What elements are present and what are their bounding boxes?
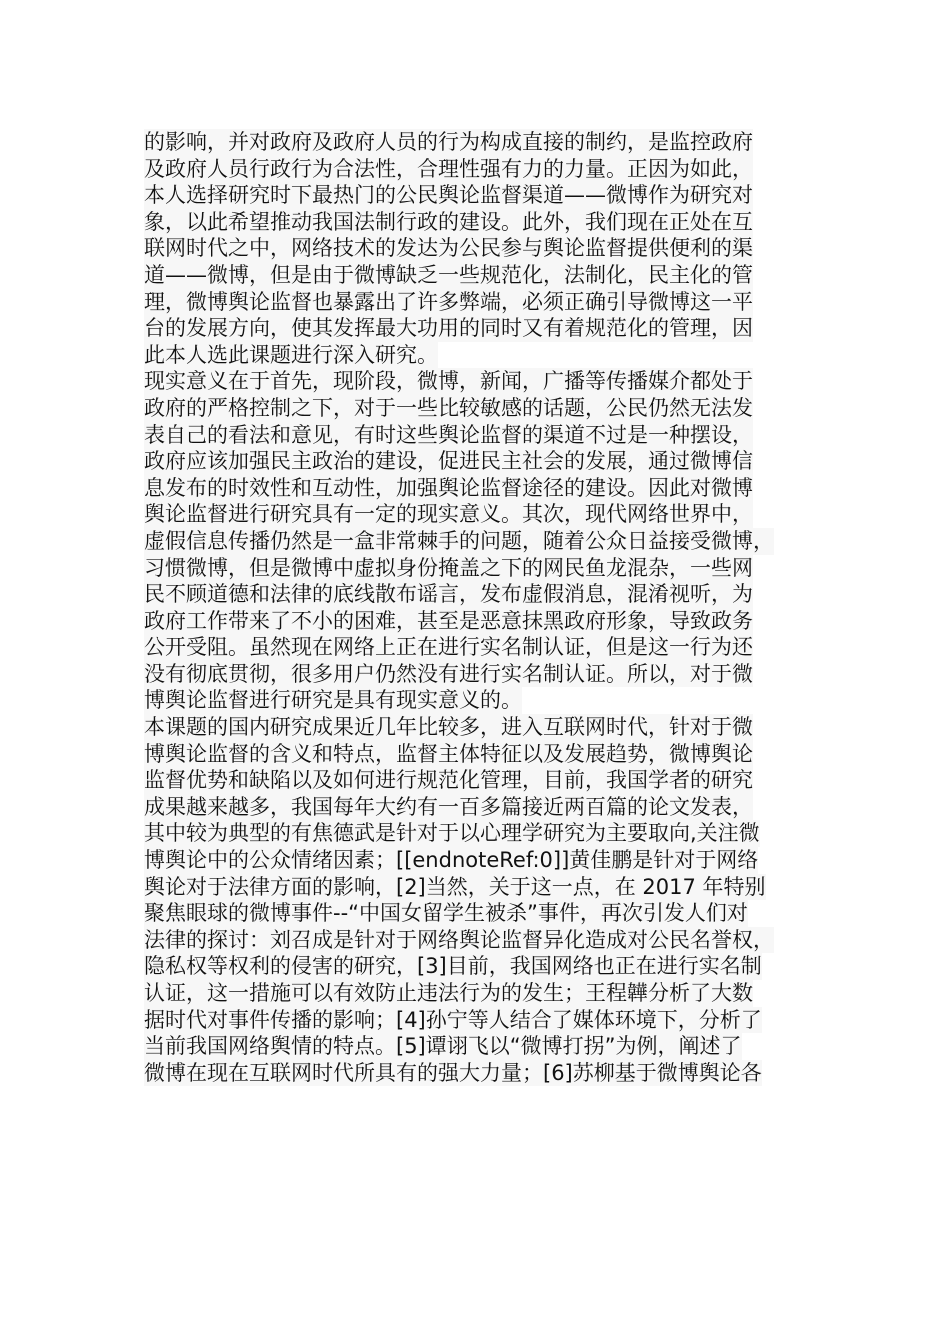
text-line-content: 认证，这一措施可以有效防止违法行为的发生；王程韡分析了大数: [144, 981, 753, 1005]
text-line-content: 博舆论中的公众情绪因素；[[endnoteRef:0]]黄佳鹏是针对于网络: [144, 848, 759, 873]
text-line-content: 据时代对事件传播的影响；[4]孙宁等人结合了媒体环境下，分析了: [144, 1007, 762, 1032]
text-line: [144, 980, 824, 1007]
text-line-content: 没有彻底贯彻，很多用户仍然没有进行实名制认证。所以，对于微: [144, 661, 753, 686]
text-line-content: 舆论对于法律方面的影响，[2]当然，关于这一点，在 2017 年特别: [144, 874, 766, 899]
text-line: [144, 874, 824, 901]
text-line: [144, 927, 824, 954]
text-line: [144, 475, 824, 502]
text-line-content: 博舆论监督进行研究是具有现实意义的。: [144, 688, 522, 713]
text-line-content: 现实意义在于首先，现阶段，微博，新闻，广播等传播媒介都处于: [144, 369, 753, 394]
text-line-content: 的影响，并对政府及政府人员的行为构成直接的制约，是监控政府: [144, 130, 753, 154]
text-line-content: 监督优势和缺陷以及如何进行规范化管理，目前，我国学者的研究: [144, 768, 753, 793]
text-line: [144, 608, 824, 635]
text-line: [144, 1007, 824, 1034]
text-line-content: 成果越来越多，我国每年大约有一百多篇接近两百篇的论文发表，: [144, 794, 753, 819]
text-line-content: 民不顾道德和法律的底线散布谣言，发布虚假消息，混淆视听，为: [144, 582, 753, 607]
text-line-content: 习惯微博，但是微博中虚拟身份掩盖之下的网民鱼龙混杂，一些网: [144, 555, 753, 580]
text-line: [144, 687, 824, 714]
text-line-content: 本课题的国内研究成果近几年比较多，进入互联网时代，针对于微: [144, 715, 753, 740]
text-line-content: 隐私权等权利的侵害的研究，[3]目前，我国网络也正在进行实名制: [144, 954, 762, 979]
text-line-content: 表自己的看法和意见，有时这些舆论监督的渠道不过是一种摆设，: [144, 422, 753, 447]
text-line-content: 联网时代之中，网络技术的发达为公民参与舆论监督提供便利的渠: [144, 236, 753, 261]
text-line: [144, 156, 824, 183]
text-line: [144, 714, 824, 741]
text-line: [144, 847, 824, 874]
text-line-content: 此本人选此课题进行深入研究。: [144, 342, 438, 367]
text-line: [144, 794, 824, 821]
text-line-content: 博舆论监督的含义和特点，监督主体特征以及发展趋势，微博舆论: [144, 741, 753, 766]
text-line: [144, 315, 824, 342]
text-line: [144, 555, 824, 582]
text-line: [144, 820, 824, 847]
text-line: [144, 501, 824, 528]
text-line-content: 政府的严格控制之下，对于一些比较敏感的话题，公民仍然无法发: [144, 395, 753, 420]
text-line: [144, 422, 824, 449]
body-text: [144, 129, 824, 1086]
text-line-content: 当前我国网络舆情的特点。[5]谭诩飞以“微博打拐”为例，阐述了: [144, 1034, 742, 1059]
text-line: [144, 182, 824, 209]
text-line: [144, 209, 824, 236]
text-line: [144, 235, 824, 262]
text-line-content: 政府应该加强民主政治的建设，促进民主社会的发展，通过微博信: [144, 449, 753, 474]
text-line-content: 公开受阻。虽然现在网络上正在进行实名制认证，但是这一行为还: [144, 635, 753, 660]
text-line-content: 虚假信息传播仍然是一盒非常棘手的问题，随着公众日益接受微博，: [144, 528, 774, 553]
text-line: [144, 900, 824, 927]
text-line: [144, 262, 824, 289]
text-line-content: 其中较为典型的有焦德武是针对于以心理学研究为主要取向,关注微: [144, 821, 760, 846]
text-line-content: 道——微博，但是由于微博缺乏一些规范化，法制化，民主化的管: [144, 262, 753, 287]
text-line-content: 舆论监督进行研究具有一定的现实意义。其次，现代网络世界中，: [144, 502, 753, 527]
text-line-content: 微博在现在互联网时代所具有的强大力量；[6]苏柳基于微博舆论各: [144, 1060, 762, 1085]
text-line-content: 台的发展方向，使其发挥最大功用的同时又有着规范化的管理，因: [144, 316, 753, 341]
text-line: [144, 634, 824, 661]
text-line: [144, 953, 824, 980]
text-line-content: 理，微博舆论监督也暴露出了许多弊端，必须正确引导微博这一平: [144, 289, 753, 314]
text-line: [144, 342, 824, 369]
text-line: [144, 448, 824, 475]
text-line: [144, 661, 824, 688]
text-line: [144, 581, 824, 608]
text-line: [144, 1060, 824, 1087]
text-line: [144, 289, 824, 316]
text-line: [144, 129, 824, 156]
text-line: [144, 368, 824, 395]
text-line: [144, 741, 824, 768]
text-line-content: 及政府人员行政行为合法性，合理性强有力的力量。正因为如此，: [144, 156, 753, 181]
text-line-content: 息发布的时效性和互动性，加强舆论监督途径的建设。因此对微博: [144, 475, 753, 500]
text-line: [144, 528, 824, 555]
text-line: [144, 1033, 824, 1060]
text-line-content: 聚焦眼球的微博事件--“中国女留学生被杀”事件，再次引发人们对: [144, 901, 748, 926]
text-line: [144, 767, 824, 794]
text-line-content: 象，以此希望推动我国法制行政的建设。此外，我们现在正处在互: [144, 209, 753, 234]
text-line-content: 政府工作带来了不小的困难，甚至是恶意抹黑政府形象，导致政务: [144, 608, 753, 633]
text-line-content: 本人选择研究时下最热门的公民舆论监督渠道——微博作为研究对: [144, 183, 753, 208]
text-line: [144, 395, 824, 422]
text-line-content: 法律的探讨：刘召成是针对于网络舆论监督异化造成对公民名誉权，: [144, 927, 774, 952]
